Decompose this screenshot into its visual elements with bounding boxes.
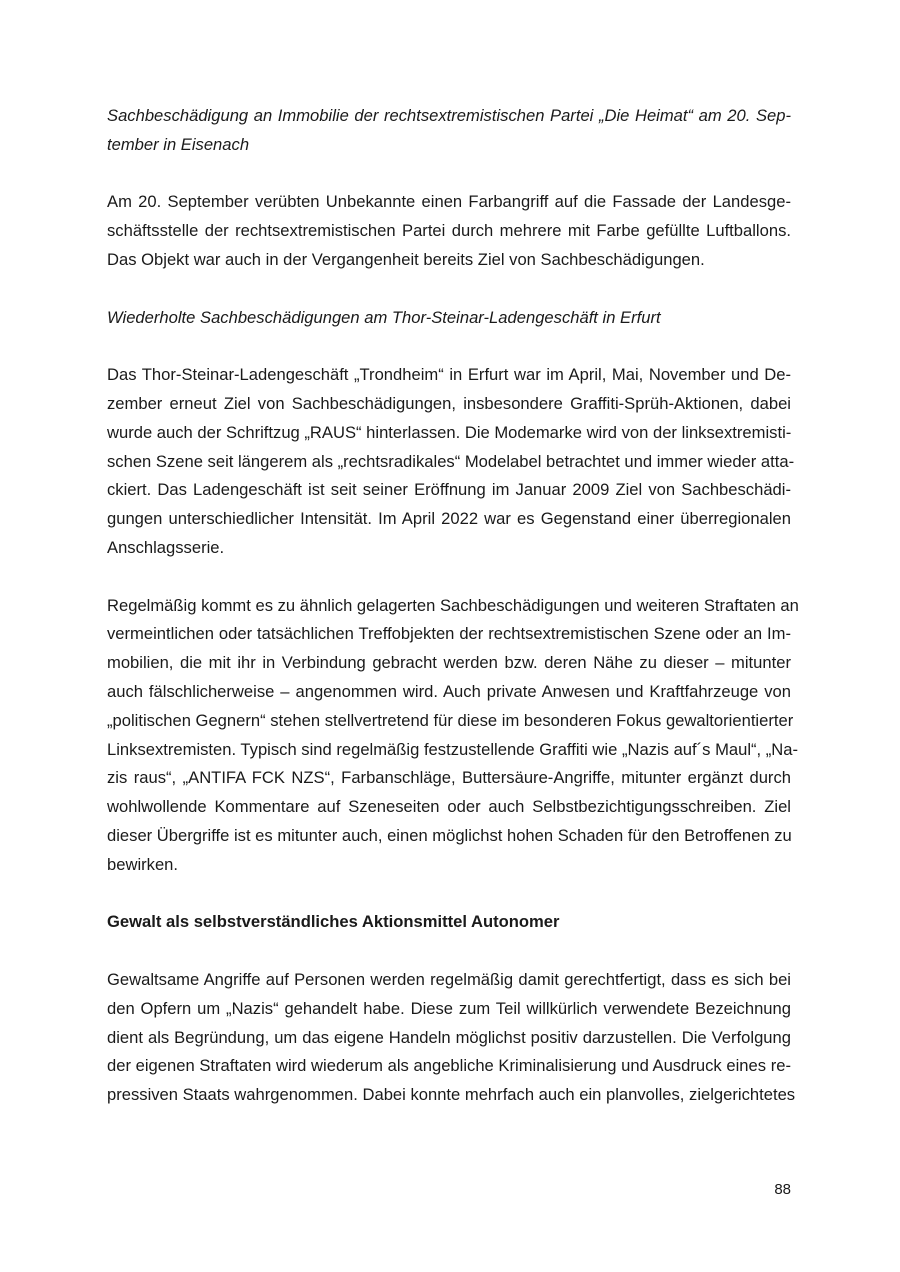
section-heading-violence	[107, 908, 791, 937]
text-line: auch fälschlicherweise – angenommen wird. Auch private Anwesen und Kraftfahrzeuge von	[107, 681, 791, 701]
text-line: Gewaltsame Angriffe auf Personen werden regelmäßig damit gerechtfertigt, dass es sich bei	[107, 969, 791, 989]
paragraph-eisenach	[107, 188, 791, 274]
section-heading-eisenach	[107, 102, 791, 160]
text-line: wurde auch der Schriftzug „RAUS“ hinterlassen. Die Modemarke wird von der linksextremisti-	[107, 422, 792, 442]
heading-line: tember in Eisenach	[107, 134, 250, 154]
text-line: bewirken.	[107, 854, 179, 874]
text-line: Linksextremisten. Typisch sind regelmäßig festzustellende Graffiti wie „Nazis auf´s Maul“, „Na-	[107, 739, 799, 759]
text-line: Das Objekt war auch in der Vergangenheit bereits Ziel von Sachbeschädigungen.	[107, 249, 705, 269]
text-line: gungen unterschiedlicher Intensität. Im April 2022 war es Gegenstand einer überregionalen	[107, 509, 791, 529]
heading-line: Gewalt als selbstverständliches Aktionsmittel Autonomer	[107, 912, 560, 932]
text-line: Anschlagsserie.	[107, 537, 225, 557]
page-body	[107, 102, 799, 1110]
text-line: schäftsstelle der rechtsextremistischen Partei durch mehrere mit Farbe gefüllte Luftballons.	[107, 221, 791, 241]
paragraph-regular-damage	[107, 592, 799, 880]
text-line: Am 20. September verübten Unbekannte einen Farbangriff auf die Fassade der Landesge-	[107, 192, 791, 212]
text-line: den Opfern um „Nazis“ gehandelt habe. Diese zum Teil willkürlich verwendete Bezeichnung	[107, 998, 791, 1018]
text-line: schen Szene seit längerem als „rechtsradikales“ Modelabel betrachtet und immer wieder atta-	[107, 451, 795, 471]
text-line: ckiert. Das Ladengeschäft ist seit seiner Eröffnung im Januar 2009 Ziel von Sachbeschädi-	[107, 480, 791, 500]
text-line: dieser Übergriffe ist es mitunter auch, einen möglichst hohen Schaden für den Betroffenen zu	[107, 825, 792, 845]
heading-line: Wiederholte Sachbeschädigungen am Thor-Steinar-Ladengeschäft in Erfurt	[107, 307, 661, 327]
paragraph-violence	[107, 966, 796, 1110]
text-line: mobilien, die mit ihr in Verbindung gebracht werden bzw. deren Nähe zu dieser – mitunter	[107, 653, 791, 673]
heading-line: Sachbeschädigung an Immobilie der rechtsextremistischen Partei „Die Heimat“ am 20. Sep-	[107, 106, 791, 125]
text-line: der eigenen Straftaten wird wiederum als angebliche Kriminalisierung und Ausdruck eines re-	[107, 1056, 791, 1076]
text-line: vermeintlichen oder tatsächlichen Treffobjekten der rechtsextremistischen Szene oder an Im-	[107, 624, 791, 644]
page-number: 88	[774, 1181, 791, 1198]
text-line: pressiven Staats wahrgenommen. Dabei konnte mehrfach auch ein planvolles, zielgerichtetes	[107, 1085, 796, 1105]
text-line: „politischen Gegnern“ stehen stellvertretend für diese im besonderen Fokus gewaltorientierter	[107, 710, 794, 730]
text-line: zember erneut Ziel von Sachbeschädigungen, insbesondere Graffiti-Sprüh-Aktionen, dabei	[107, 393, 791, 413]
section-heading-erfurt	[107, 304, 791, 333]
text-line: dient als Begründung, um das eigene Handeln möglichst positiv darzustellen. Die Verfolgung	[107, 1027, 791, 1047]
text-line: Das Thor-Steinar-Ladengeschäft „Trondheim“ in Erfurt war im April, Mai, November und De-	[107, 365, 791, 385]
text-line: zis raus“, „ANTIFA FCK NZS“, Farbanschläge, Buttersäure-Angriffe, mitunter ergänzt durch	[107, 768, 791, 788]
text-line: wohlwollende Kommentare auf Szeneseiten oder auch Selbstbezichtigungsschreiben. Ziel	[107, 797, 791, 817]
paragraph-erfurt	[107, 361, 795, 563]
text-line: Regelmäßig kommt es zu ähnlich gelagerten Sachbeschädigungen und weiteren Straftaten an	[107, 595, 799, 615]
